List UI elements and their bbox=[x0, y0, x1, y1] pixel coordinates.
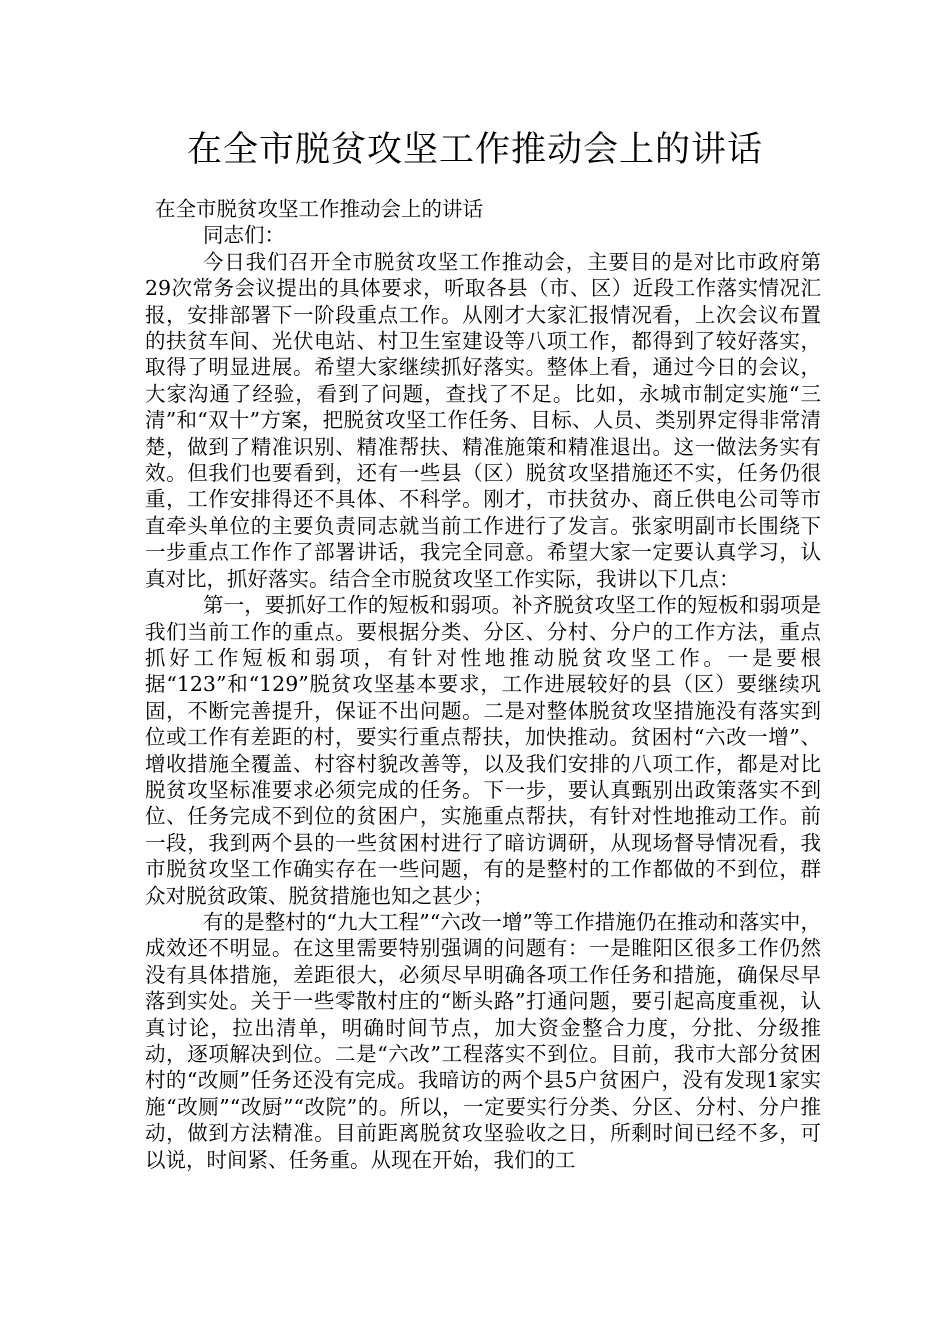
document-subtitle: 在全市脱贫攻坚工作推动会上的讲话 bbox=[155, 197, 483, 221]
body-paragraph: 第一，要抓好工作的短板和弱项。补齐脱贫攻坚工作的短板和弱项是我们当前工作的重点。要根据分类、分区、分村、分户的工作方法，重点抓好工作短板和弱项，有针对性地推动脱贫攻坚工作。一是要根据“123”和“129”脱贫攻坚基本要求，工作进展较好的县（区）要继续巩固，不断完善提升，保证不出问题。二是对整体脱贫攻坚措施没有落实到位或工作有差距的村，要实行重点帮扶，加快推动。贫困村“六改一增”、增收措施全覆盖、村容村貌改善等，以及我们安排的八项工作，都是对比脱贫攻坚标准要求必须完成的任务。下一步，要认真甄别出政策落实不到位、任务完成不到位的贫困户，实施重点帮扶，有针对性地推动工作。前一段，我到两个县的一些贫困村进行了暗访调研，从现场督导情况看，我市脱贫攻坚工作确实存在一些问题，有的是整村的工作都做的不到位，群众对脱贫政策、脱贫措施也知之甚少； bbox=[145, 593, 821, 908]
body-paragraph: 今日我们召开全市脱贫攻坚工作推动会，主要目的是对比市政府第29次常务会议提出的具体要求，听取各县（市、区）近段工作落实情况汇报，安排部署下一阶段重点工作。从刚才大家汇报情况看，上次会议布置的扶贫车间、光伏电站、村卫生室建设等八项工作，都得到了较好落实，取得了明显进展。希望大家继续抓好落实。整体上看，通过今日的会议，大家沟通了经验，看到了问题，查找了不足。比如，永城市制定实施“三清”和“双十”方案，把脱贫攻坚工作任务、目标、人员、类别界定得非常清楚，做到了精准识别、精准帮扶、精准施策和精准退出。这一做法务实有效。但我们也要看到，还有一些县（区）脱贫攻坚措施还不实，任务仍很重，工作安排得还不具体、不科学。刚才，市扶贫办、商丘供电公司等市直牵头单位的主要负责同志就当前工作进行了发言。张家明副市长围绕下一步重点工作作了部署讲话，我完全同意。希望大家一定要认真学习，认真对比，抓好落实。结合全市脱贫攻坚工作实际，我讲以下几点： bbox=[145, 249, 821, 591]
document-title: 在全市脱贫攻坚工作推动会上的讲话 bbox=[186, 130, 763, 170]
body-paragraph: 有的是整村的“九大工程”“六改一增”等工作措施仍在推动和落实中，成效还不明显。在这里需要特别强调的问题有：一是睢阳区很多工作仍然没有具体措施，差距很大，必须尽早明确各项工作任务和措施，确保尽早落到实处。关于一些零散村庄的“断头路”打通问题，要引起高度重视，认真讨论，拉出清单，明确时间节点，加大资金整合力度，分批、分级推动，逐项解决到位。二是“六改”工程落实不到位。目前，我市大部分贫困村的“改厕”任务还没有完成。我暗访的两个县5户贫困户，没有发现1家实施“改厕”“改厨”“改院”的。所以，一定要实行分类、分区、分村、分户推动，做到方法精准。目前距离脱贫攻坚验收之日，所剩时间已经不多，可以说，时间紧、任务重。从现在开始，我们的工 bbox=[145, 909, 821, 1172]
salutation: 同志们： bbox=[203, 223, 285, 248]
document-body bbox=[145, 196, 821, 1173]
